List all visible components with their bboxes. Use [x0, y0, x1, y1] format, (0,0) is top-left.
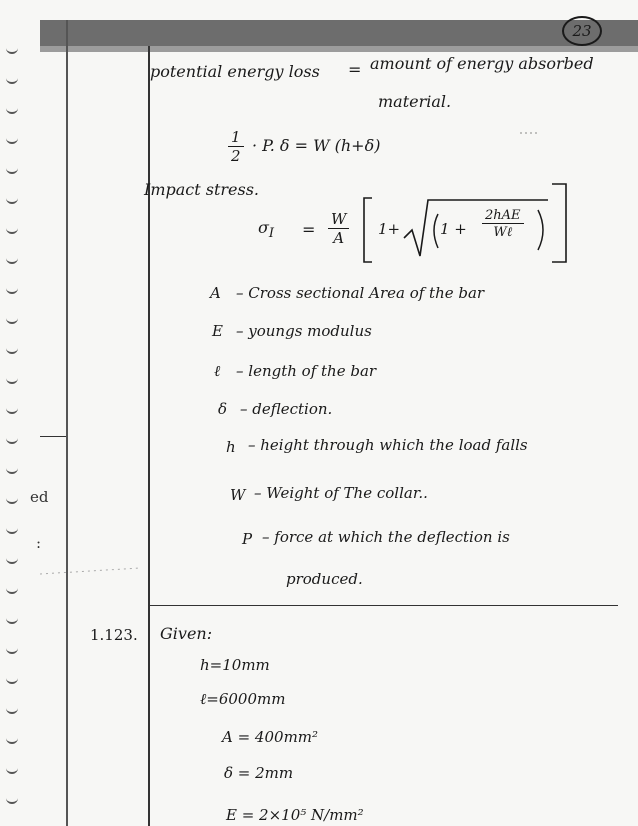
- left-bracket: [364, 198, 372, 262]
- def-sym-h: h: [226, 438, 236, 456]
- a-denominator: A: [333, 229, 345, 247]
- material-label: material.: [378, 92, 452, 111]
- square-root-sign: [404, 200, 548, 256]
- page-number: 23: [562, 16, 602, 46]
- impact-equals: =: [302, 220, 316, 239]
- inner-numerator: 2hAE: [482, 208, 524, 224]
- def-sym-w: W: [230, 486, 246, 504]
- energy-absorbed-label: amount of energy absorbed: [370, 54, 594, 73]
- def-text-w: – Weight of The collar..: [254, 484, 428, 502]
- def-sym-delta: δ: [218, 400, 228, 418]
- given-delta: δ = 2mm: [224, 764, 294, 782]
- margin-fragment-colon: :: [36, 534, 42, 552]
- def-text-a: – Cross sectional Area of the bar: [236, 284, 485, 302]
- w-numerator: W: [328, 210, 349, 229]
- inner-denominator: Wℓ: [493, 225, 513, 240]
- def-text-l: – length of the bar: [236, 362, 377, 380]
- half-denominator: 2: [231, 147, 241, 165]
- def-text-produced: produced.: [286, 570, 363, 588]
- def-sym-p: P: [242, 530, 253, 548]
- sigma-glyph: σ: [258, 218, 269, 237]
- def-sym-a: A: [210, 284, 221, 302]
- scan-noise: [40, 568, 140, 574]
- given-l: ℓ=6000mm: [200, 690, 286, 708]
- given-a: A = 400mm²: [222, 728, 319, 746]
- equals-sign: =: [348, 60, 362, 79]
- inner-one-plus: 1 +: [440, 220, 467, 238]
- given-e: E = 2×10⁵ N/mm²: [226, 806, 364, 824]
- def-sym-e: E: [212, 322, 223, 340]
- margin-fragment-ed: ed: [30, 488, 49, 506]
- sigma-subscript: I: [268, 226, 275, 242]
- impact-stress-title: Impact stress.: [144, 180, 260, 199]
- def-text-h: – height through which the load falls: [248, 436, 528, 454]
- def-text-e: – youngs modulus: [236, 322, 372, 340]
- def-sym-l: ℓ: [214, 362, 221, 380]
- right-bracket: [552, 184, 566, 262]
- def-text-delta: – deflection.: [240, 400, 333, 418]
- def-text-p: – force at which the deflection is: [262, 528, 510, 546]
- right-paren: [538, 210, 543, 250]
- problem-number: 1.123.: [90, 626, 138, 644]
- one-plus: 1+: [378, 220, 401, 238]
- half-numerator: 1: [228, 128, 244, 147]
- energy-equation: · P. δ = W (h+δ): [252, 136, 381, 155]
- given-label: Given:: [160, 624, 213, 643]
- energy-loss-label: potential energy loss: [150, 62, 320, 81]
- left-paren: [434, 214, 438, 248]
- given-h: h=10mm: [200, 656, 270, 674]
